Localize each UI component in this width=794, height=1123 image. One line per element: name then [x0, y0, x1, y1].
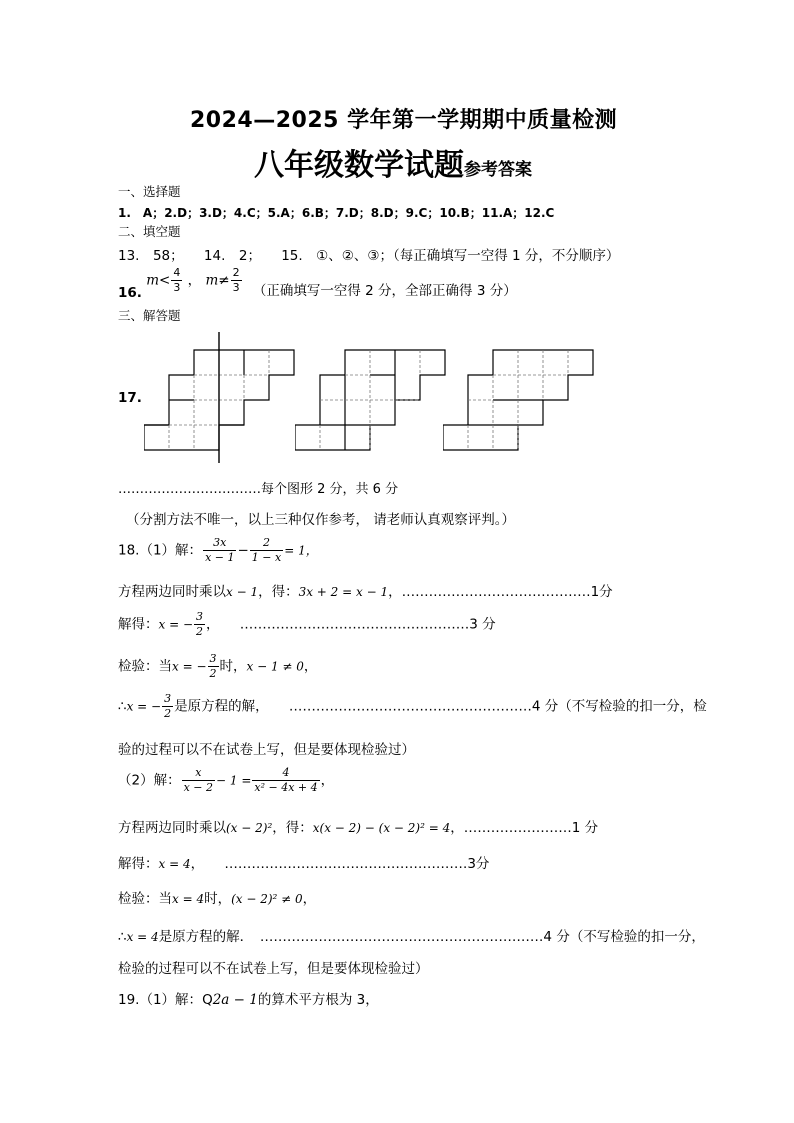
q18-part2-conclusion: ∴x = 4是原方程的解． ………………………………………………………4 分（不写检验的扣一分，: [118, 929, 705, 945]
q16-separator: ，: [187, 272, 202, 289]
q17-figure-1: [144, 330, 304, 465]
q18-part2-multiply: 方程两边同时乘以(x − 2)²，得：x(x − 2) − (x − 2)² = 4，……………………1 分: [118, 820, 599, 836]
q18-part1-conclusion-cont: 验的过程可以不在试卷上写，但是要体现检验过）: [118, 742, 415, 758]
q16-number: 16.: [118, 284, 142, 301]
q16-b-fraction: $\frac{2}{3}$: [232, 266, 240, 294]
subtitle-main: 八年级数学试题: [254, 148, 464, 183]
q18-part1-conclusion: ∴x = − $\frac{3}{2}$ 是原方程的解， ………………………………………………4 分（不写检验的扣一分，检: [118, 692, 707, 720]
q18-p1-frac1: $\frac{3x}{x - 1}$: [205, 536, 235, 564]
choice-answers: 1. A；2.D；3.D；4.C；5.A；6.B；7.D；8.D；9.C；10.B；11.A；12.C: [118, 206, 555, 220]
q17-score: ……………………………每个图形 2 分，共 6 分: [118, 482, 399, 497]
q18-p1-check-frac: $\frac{3}{2}$: [209, 652, 217, 680]
q18-p1-eq: = 1，: [284, 543, 318, 558]
q17-label: 17.: [118, 390, 142, 406]
q17-figure-2: [295, 330, 455, 465]
q18-p1-frac2: $\frac{2}{1 - x}$: [251, 536, 282, 564]
section-heading-solve: 三、解答题: [118, 308, 181, 323]
q18-part1-check: 检验：当x = − $\frac{3}{2}$ 时，x − 1 ≠ 0，: [118, 652, 318, 680]
fill-answers-13-15: 13. 58； 14. 2； 15. ①、②、③；（每正确填写一空得 1 分，不分顺序）: [118, 248, 620, 264]
q18-part2-label: （2）解：: [118, 772, 181, 789]
q18-part2-conclusion-cont: 检验的过程可以不在试卷上写，但是要体现检验过）: [118, 961, 429, 977]
fill-answer-16: [118, 266, 517, 301]
q16-a-lhs: m<: [146, 272, 171, 289]
subtitle-suffix: 参考答案: [464, 160, 532, 180]
q18-p2-frac1: $\frac{x}{x - 2}$: [183, 766, 214, 794]
q18-p2-frac2: $\frac{4}{\text{x² − 4x + 4}}$: [254, 766, 318, 794]
q18-part1-label: 18.（1）解：: [118, 542, 203, 559]
q18-part1-multiply: 方程两边同时乘以x − 1，得：3x + 2 = x − 1，……………………………………1分: [118, 584, 613, 600]
page-title: 2024—2025 学年第一学期期中质量检测: [190, 108, 618, 133]
q17-figure-3: [443, 330, 603, 465]
q16-a-fraction: $\frac{4}{3}$: [173, 266, 181, 294]
section-heading-choice: 一、选择题: [118, 184, 181, 199]
section-heading-fill: 二、填空题: [118, 224, 181, 239]
q18-part1-solution: 解得：x = − $\frac{3}{2}$ ， ……………………………………………3 分: [118, 610, 496, 638]
q18-part2-equation: （2）解： $\frac{x}{x - 2}$ − 1 = $\frac{4}{\text{x² − 4x + 4}}$ ，: [118, 766, 335, 794]
q17-note: （分割方法不唯一，以上三种仅作参考， 请老师认真观察评判。）: [126, 512, 516, 528]
page-subtitle: [254, 140, 532, 184]
q18-p1-concl-frac: $\frac{3}{2}$: [164, 692, 172, 720]
q16-note: （正确填写一空得 2 分，全部正确得 3 分）: [252, 282, 517, 299]
q18-p1-minus: −: [237, 542, 249, 559]
q19-start: 19.（1）解：Q2a − 1的算术平方根为 3，: [118, 992, 379, 1008]
q16-b-lhs: m≠: [205, 272, 230, 289]
q18-part2-check: 检验：当x = 4时，(x − 2)² ≠ 0，: [118, 891, 317, 907]
q18-p1-solve-frac: $\frac{3}{2}$: [196, 610, 204, 638]
q18-part1-equation: [118, 536, 318, 565]
q18-part2-solution: 解得：x = 4， ………………………………………………3分: [118, 856, 490, 872]
